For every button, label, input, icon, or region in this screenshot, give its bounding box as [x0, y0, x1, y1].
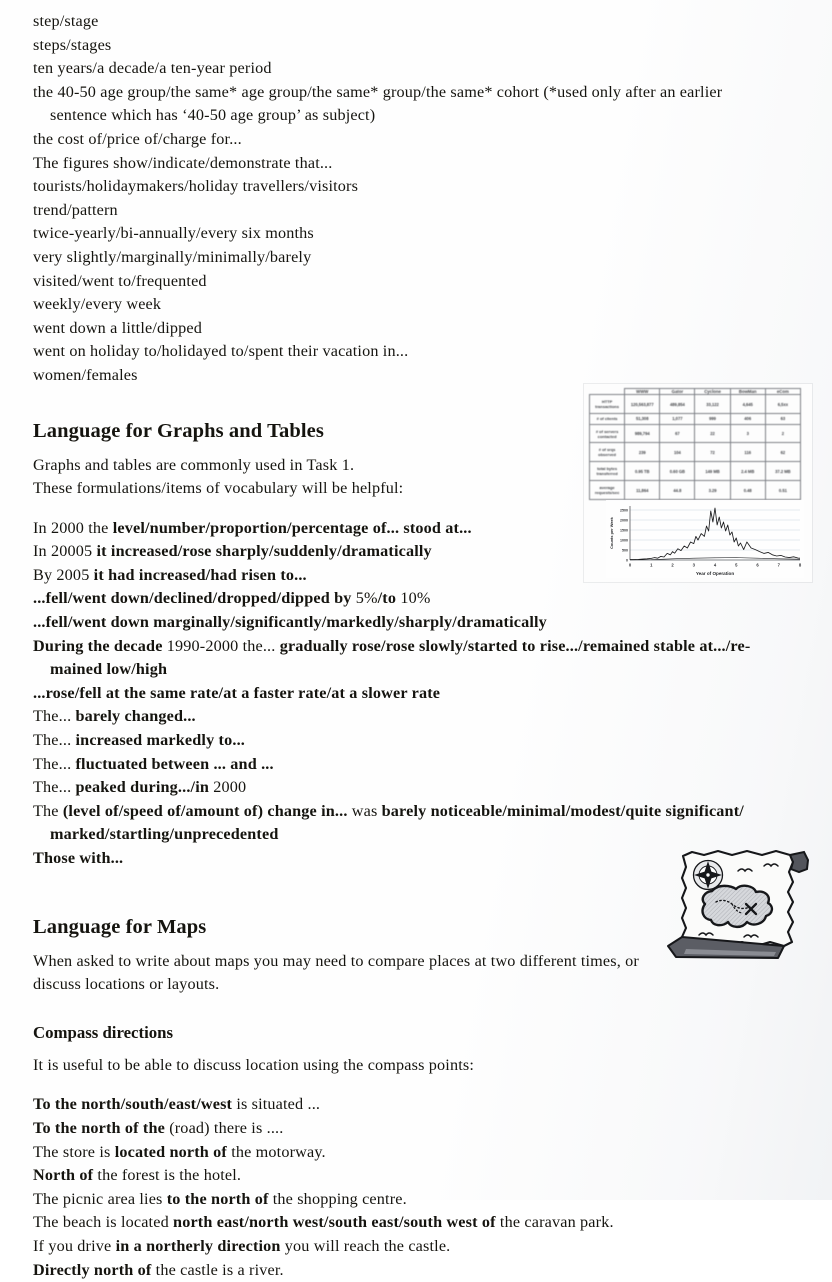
- compass-example-line-segment: North of: [33, 1166, 98, 1185]
- table-cell: 489,854: [660, 395, 695, 414]
- chart-x-tick-label: 5: [735, 562, 738, 568]
- vocab-item: step/stage: [33, 12, 99, 30]
- graphs-example-line-segment: 5%: [355, 589, 378, 608]
- vocab-item: the 40-50 age group/the same* age group/the same* group/the same* cohort (*used only after an earlier: [33, 82, 723, 101]
- table-col-header: WWW: [625, 389, 660, 395]
- compass-example-line: [33, 1211, 803, 1235]
- graphs-example-line: [33, 800, 803, 824]
- compass-example-line-segment: Directly north of: [33, 1260, 156, 1279]
- graphs-example-line-segment: /to: [377, 589, 401, 608]
- compass-rose-icon: [694, 861, 723, 890]
- graphs-example-line: [33, 729, 803, 753]
- chart-y-tick-label: 0: [626, 558, 628, 563]
- table-col-header: Gator: [660, 389, 695, 395]
- compass-example-line-segment: the castle is a river.: [155, 1260, 284, 1279]
- graphs-example-line: [33, 776, 803, 800]
- table-col-header: eCom: [765, 389, 800, 395]
- graphs-example-line: [33, 705, 803, 729]
- table-cell: 239: [625, 443, 660, 462]
- compass-example-line-segment: If you drive: [33, 1236, 116, 1255]
- vocab-item: The figures show/indicate/demonstrate that...: [33, 153, 333, 172]
- compass-example-line-segment: to the north of: [166, 1189, 273, 1208]
- compass-example-line: [33, 1259, 803, 1282]
- table-cell: 37.2 MB: [765, 462, 800, 481]
- page-content: [33, 8, 803, 1282]
- vocab-item: the cost of/price of/charge for...: [33, 129, 242, 148]
- table-cell: 67: [660, 424, 695, 443]
- compass-example-line-segment: To the north of the: [33, 1118, 170, 1137]
- compass-example-line-segment: (road) there is ....: [169, 1118, 284, 1137]
- chart-y-axis-label: Counts per Week: [609, 517, 614, 549]
- compass-intro-line: It is useful to be able to discuss location using the compass points:: [33, 1055, 474, 1074]
- compass-example-line-segment: in a northerly direction: [115, 1236, 285, 1255]
- table-cell: 999: [695, 414, 730, 424]
- vocab-item: steps/stages: [33, 35, 112, 54]
- graphs-example-line-segment: The...: [33, 754, 76, 773]
- table-cell: 3: [730, 424, 765, 443]
- graphs-example-line-segment: increased markedly to...: [75, 731, 245, 750]
- table-cell: 406: [730, 414, 765, 424]
- chart-y-tick-label: 1500: [620, 528, 628, 533]
- table-row: [590, 414, 801, 424]
- subheading-compass-directions: Compass directions: [33, 1022, 174, 1042]
- graphs-intro-line: These formulations/items of vocabulary will be helpful:: [33, 479, 404, 498]
- table-cell: 2: [765, 424, 800, 443]
- vocab-item: went on holiday to/holidayed to/spent their vacation in...: [33, 342, 409, 361]
- table-cell: 0.95 TB: [625, 462, 660, 481]
- table-row-header: total bytes transferred: [590, 462, 625, 481]
- graphs-example-line: [33, 635, 803, 659]
- treasure-map-illustration: [652, 842, 824, 964]
- table-row: [590, 443, 801, 462]
- graphs-example-line-segment: 2000: [213, 778, 247, 797]
- graphs-example-line-segment: barely noticeable/minimal/modest/quite significant/: [381, 801, 744, 820]
- vocab-item: ten years/a decade/a ten-year period: [33, 59, 272, 78]
- compass-example-line-segment: the caravan park.: [499, 1213, 614, 1232]
- table-cell: 72: [695, 443, 730, 462]
- graphs-example-line-segment: the...: [242, 636, 280, 655]
- table-row-header: HTTP transactions: [590, 395, 625, 414]
- compass-example-line-segment: the motorway.: [231, 1142, 326, 1161]
- table-cell: 0.60 GB: [660, 462, 695, 481]
- stat-table-body: [590, 395, 801, 500]
- chart-x-tick-label: 2: [671, 562, 674, 568]
- compass-example-line-segment: is situated ...: [236, 1095, 321, 1114]
- statistics-table-figure: [589, 388, 801, 500]
- graphs-example-line-segment: marked/startling/unprecedented: [50, 825, 279, 844]
- compass-example-line: [33, 1235, 803, 1259]
- graphs-example-line-segment: it had increased/had risen to...: [93, 565, 307, 584]
- chart-x-axis-label: Year of Operation: [695, 571, 735, 576]
- vocab-item-continuation: sentence which has ‘40-50 age group’ as subject): [50, 106, 376, 125]
- compass-example-line-segment: The beach is located: [33, 1213, 174, 1232]
- compass-example-line-segment: The picnic area lies: [33, 1189, 167, 1208]
- compass-example-line: [33, 1093, 803, 1117]
- graphs-example-line-segment: The: [33, 801, 63, 820]
- section-heading-graphs-and-tables: Language for Graphs and Tables: [33, 419, 324, 442]
- graphs-intro-line: Graphs and tables are commonly used in Task 1.: [33, 455, 355, 474]
- graphs-example-line-segment: The...: [33, 731, 76, 750]
- vocab-item: went down a little/dipped: [33, 318, 203, 337]
- graphs-example-line-segment: ...rose/fell at the same rate/at a faster rate/at a slower rate: [33, 683, 441, 702]
- graphs-example-line-segment: it increased/rose sharply/suddenly/dramatically: [96, 542, 432, 561]
- table-cell: 22: [695, 424, 730, 443]
- parchment-curl-right: [790, 852, 808, 872]
- graphs-example-line-segment: 1990-2000: [166, 636, 243, 655]
- chart-x-tick-label: 0: [628, 562, 632, 568]
- vocab-item: trend/pattern: [33, 200, 118, 219]
- chart-y-tick-label: 2000: [620, 518, 628, 523]
- graphs-example-line-segment: In 2000 the: [33, 518, 113, 537]
- treasure-map-svg: [652, 842, 824, 964]
- chart-y-tick-label: 500: [622, 548, 628, 553]
- line-chart-figure: [606, 500, 804, 578]
- table-cell: 0.51: [765, 481, 800, 500]
- table-row-header: # of srqs observed: [590, 443, 625, 462]
- table-row: [590, 424, 801, 443]
- chart-y-tick-label: 2500: [620, 508, 628, 513]
- compass-example-line-segment: The store is: [33, 1142, 115, 1161]
- table-cell: 104: [660, 443, 695, 462]
- island-shape: [703, 886, 772, 927]
- table-cell: 116: [730, 443, 765, 462]
- chart-x-tick-label: 8: [798, 562, 802, 568]
- chart-x-tick-label: 1: [650, 562, 653, 568]
- graphs-example-line-segment: ...fell/went down marginally/significantly/markedly/sharply/dramatically: [33, 613, 547, 632]
- table-row: [590, 462, 801, 481]
- section-heading-maps: Language for Maps: [33, 915, 207, 938]
- graphs-example-line-segment: In 20005: [33, 542, 97, 561]
- table-cell: 0.48: [730, 481, 765, 500]
- table-col-header: Cyclone: [695, 389, 730, 395]
- graphs-example-line-segment: peaked during.../in: [75, 778, 214, 797]
- compass-example-line-segment: you will reach the castle.: [284, 1236, 451, 1255]
- table-cell: 3.29: [695, 481, 730, 500]
- figure-statistics-clipping: [584, 384, 812, 582]
- table-cell: 51,308: [625, 414, 660, 424]
- table-cell: 62: [765, 443, 800, 462]
- graphs-example-line: [33, 682, 803, 706]
- compass-example-line-segment: located north of: [114, 1142, 232, 1161]
- maps-intro-paragraph: When asked to write about maps you may need to compare places at two different times, or discuss locations or layouts.: [33, 951, 639, 994]
- table-cell: 33,122: [695, 395, 730, 414]
- compass-example-line: [33, 1164, 803, 1188]
- chart-x-tick-label: 7: [777, 562, 780, 568]
- vocab-item: tourists/holidaymakers/holiday travellers/visitors: [33, 177, 359, 196]
- graphs-example-line: [33, 587, 803, 611]
- graphs-example-line: [33, 658, 803, 682]
- graphs-example-line: [33, 753, 803, 777]
- compass-example-line-segment: To the north/south/east/west: [33, 1095, 237, 1114]
- compass-example-list: [33, 1093, 803, 1282]
- table-cell: 63: [765, 414, 800, 424]
- table-cell: 989,794: [625, 424, 660, 443]
- table-row: [590, 481, 801, 500]
- compass-example-line-segment: the forest is the hotel.: [97, 1166, 242, 1185]
- vocabulary-list: [33, 10, 803, 388]
- chart-x-tick-label: 4: [713, 562, 717, 568]
- compass-example-line: [33, 1117, 803, 1141]
- graphs-example-line-segment: gradually rose/rose slowly/started to rise.../remained stable at.../re-: [279, 636, 751, 655]
- table-row: [590, 395, 801, 414]
- table-cell: 120,563,877: [625, 395, 660, 414]
- vocab-item: visited/went to/frequented: [33, 271, 207, 290]
- graphs-example-line-segment: level/number/proportion/percentage of... stood at...: [112, 518, 472, 537]
- vocab-item: very slightly/marginally/minimally/barely: [33, 247, 312, 266]
- graphs-example-line-segment: By 2005: [33, 565, 94, 584]
- graphs-example-line-segment: fluctuated between ... and ...: [75, 754, 274, 773]
- compass-example-line: [33, 1141, 803, 1165]
- vocab-item: women/females: [33, 365, 138, 384]
- graphs-example-line-segment: During the decade: [33, 636, 167, 655]
- table-cell: 4,645: [730, 395, 765, 414]
- table-cell: 2.4 MB: [730, 462, 765, 481]
- graphs-example-line-segment: The...: [33, 778, 76, 797]
- line-chart-svg: [606, 500, 804, 578]
- graphs-example-line-segment: The...: [33, 707, 76, 726]
- vocab-item: weekly/every week: [33, 295, 162, 314]
- graphs-example-line-segment: ...fell/went down/declined/dropped/dipped by: [33, 589, 356, 608]
- graphs-example-line-segment: was: [351, 801, 382, 820]
- graphs-example-line-segment: (level of/speed of/amount of) change in...: [62, 801, 352, 820]
- stat-table: [589, 388, 801, 500]
- table-cell: 11,864: [625, 481, 660, 500]
- graphs-example-line-segment: 10%: [400, 589, 431, 608]
- table-row-header: # of clients: [590, 414, 625, 424]
- table-cell: 6,5xx: [765, 395, 800, 414]
- table-cell: 44.8: [660, 481, 695, 500]
- compass-example-line-segment: north east/north west/south east/south west of: [173, 1213, 500, 1232]
- table-col-header: BowMan: [730, 389, 765, 395]
- chart-x-tick-label: 3: [692, 562, 695, 568]
- table-cell: 1,077: [660, 414, 695, 424]
- graphs-example-line-segment: barely changed...: [75, 707, 196, 726]
- chart-x-tick-label: 6: [756, 562, 759, 568]
- table-row-header: # of servers contacted: [590, 424, 625, 443]
- chart-y-tick-label: 1000: [620, 538, 628, 543]
- table-cell: 149 MB: [695, 462, 730, 481]
- vocab-item: twice-yearly/bi-annually/every six months: [33, 224, 314, 243]
- graphs-example-line-segment: mained low/high: [50, 660, 168, 679]
- table-row-header: average requests/sec: [590, 481, 625, 500]
- compass-example-line-segment: the shopping centre.: [272, 1189, 407, 1208]
- graphs-example-line: [33, 611, 803, 635]
- graphs-example-line-segment: Those with...: [33, 849, 124, 867]
- chart-plot-background: [606, 500, 804, 578]
